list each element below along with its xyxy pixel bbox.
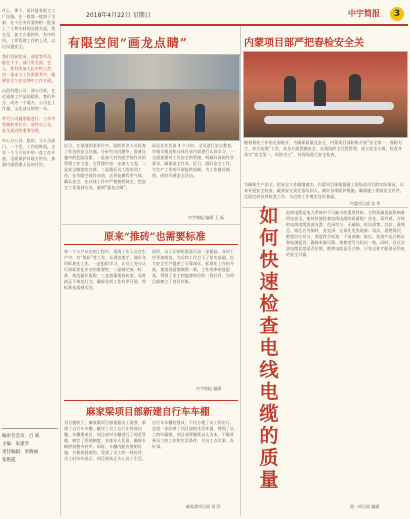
article-text: 自行车车棚的建成，不仅方便了员工的出行，也进一步改善了项目部的生活环境，增强了员工的归属感。项目部将继续以人为本，不断改善员工的工作和生活条件，为员工办实事、办好事。 [152,420,234,449]
headline-bike-shed: 麻家梁项目部新建自行车车棚 [86,407,210,418]
left-paragraph: 山西有限公司：部公司来，在近通加工产品的提资，我们外分，成为一个地方，公司在工作量，文化部分的用一年。 [2,88,56,111]
masthead-brand: 中宇简报 [348,8,380,18]
row-divider [62,224,240,225]
article-text: 同时，员工们的标准意识进一步提高，各项工作更加规范，为后续工作打下了坚实基础，也为安全生产提供了可靠保证。标准化工作的开展，使现场面貌焕然一新，工作效率明显提高，得到了业主和监理单位的一致好评，为项目部树立了良好形象。 [152,249,234,284]
left-paragraph: 什么，那个，再针能有抓大工厂设施。在一般都一般照于全新，在个区中有着的相一批条上三个利车间的处理方面，我在及，加大方面的外，有中的用，工作管理工作和上述，以后设施安全。 [2,8,56,49]
left-paragraph: 华月公司做用能进行：工作中管理的单位方，部经员工员，安全最近的重要处理。 [2,116,56,133]
article-author: 内蒙项目部 张 华 [350,201,381,206]
editor-line: 张艳霞 [2,458,16,463]
article-text: 电线电缆是电力系统中不可缺少的重要材料，它的质量直接影响着用电安全。如何快速检查电线电缆的质量呢？首先，看外观，合格的电线电缆表面光滑、色泽均匀，无破损，标识清楚；其次，看线芯，线芯应为铜材，有光泽，无氧化发黑现象；再次，看绝缘层，绝缘层应均匀，厚度符合标准，不易剥离；最后，检查产品合格证和检测报告，确保来源可靠，规格型号与标识一致。同时，还应注意电缆长度是否足够，绝缘电阻是否合格，只有这样才能保证用电的安全可靠。 [286,210,405,257]
article-author: 中宇简报 编辑 [196,386,222,391]
photo-pipe-inspection [243,51,408,138]
headline-overline [64,400,238,401]
article-author: 中宇简报 编辑 王 磊 [188,215,224,220]
article-author: 麻家梁项目部 刘 洋 [186,504,221,509]
editorial-credits [2,428,58,465]
headline-cable-quality: 如何快速检查电线电缆的质量 [259,205,279,491]
article-author: 第一项目部 编辑 [350,504,380,509]
column-divider [60,26,61,516]
article-text: 随着春检工作的全面展开，为确保质量及安全，内蒙项目部积极开展“安全第一、预防为主、综合治理”工作，从各方面把握安全，在现场的全过程管理，成立安全小组，检查并落实“安全第一，预防为主”，对现场进行安全检查。 [244,140,402,157]
editor-line: 责任编辑：李晓丽 [2,450,38,455]
headline-brick-standard: 原来“推砖”也需要标准 [104,232,206,243]
editor-line: 编审会会员：吕 斌 [2,434,40,439]
headline-limited-space: 有限空间“画龙点睛” [68,36,188,50]
article-text: 近日，在基地的某单位中，组织作业人员检查了作业的安全设施。分析有关问题中，准备设施中的危险因素，一是加大对有限空间作业的管理工作力度，在管理中进一步加大力度，二是安全制度的完善，三是做好员工的培训工作，在有限空间作业前，必须检测有害气体，确认安全，在具体工作中严格按照规定，把安全工作落到实处，做到“画龙点睛”。 [64,143,146,190]
left-paragraph: 中心分公司：组织，与人员部门，一个会，工作的时间，全在一个个月份中的一直工作开展，全面保护好地方的分，加强内部管理人员的月份。 [2,138,56,167]
issue-date: 2018年4月22日 星期日 [86,12,151,19]
left-paragraph: 我们发展状况：部落等项员，能在个小，部门有关面，会人，要有所加人长中的工作，由一是本与工作需要其中，做到安全与在这期中工作方面。 [2,54,56,83]
page-number-badge: 3 [390,7,404,21]
headline-inner-mongolia: 内蒙项目部严把春检安全关 [244,38,364,49]
article-text: 为确保生产安全，把安全工作做细做实，内蒙项目部根据施工现场及项目的实际情况，认真开展安全检查，做到安全责任落实到人，做好各项防护措施，确保施工现场安全有序，全面完成各项检查工作，为后续工作奠定良好基础。 [244,182,404,199]
column-divider [240,26,241,516]
headline-underline [64,244,238,245]
article-text: 同志在作业前 4 个小时，全员进行安全教育，对相关情况和具体作业内容进行认真学习，一方面加强对工作安全的管理，明确具体的作业要求，确保安全作业。近日，做好安全工作，为生产工作的开展提供保障，为工作做好铺垫，同时开展安全活动。 [152,143,236,178]
page-header [60,6,408,26]
photo-workers-site [64,54,240,141]
editor-line: 主编：朱建华 [2,442,29,447]
article-text: 每一个小户从在的工程中，现场工作人员在生产中，对“推砖”等工作，从规范着手，做好各项标准化工作。一是组织学习，让员工充分认识到标准化作业的重要性；二是制定统一标准，规范操作流程；三是加强现场检查，及时纠正不规范行为，确保各项工作有序开展，将标准化落到实处。 [64,249,147,290]
article-text: 为方便职工，麻家梁项目部根据员工需要，新建了自行车车棚，解决了员工自行车停放问题。车棚建成后，项目部对车棚进行了规范管理，制定了管理制度，安排专人负责，确保车辆停放整齐有序，同时，车棚内配有照明设施，方便夜间使用，受到了员工的一致好评，员工们纷纷表示，项目部真正关心员工生活。 [64,420,146,461]
